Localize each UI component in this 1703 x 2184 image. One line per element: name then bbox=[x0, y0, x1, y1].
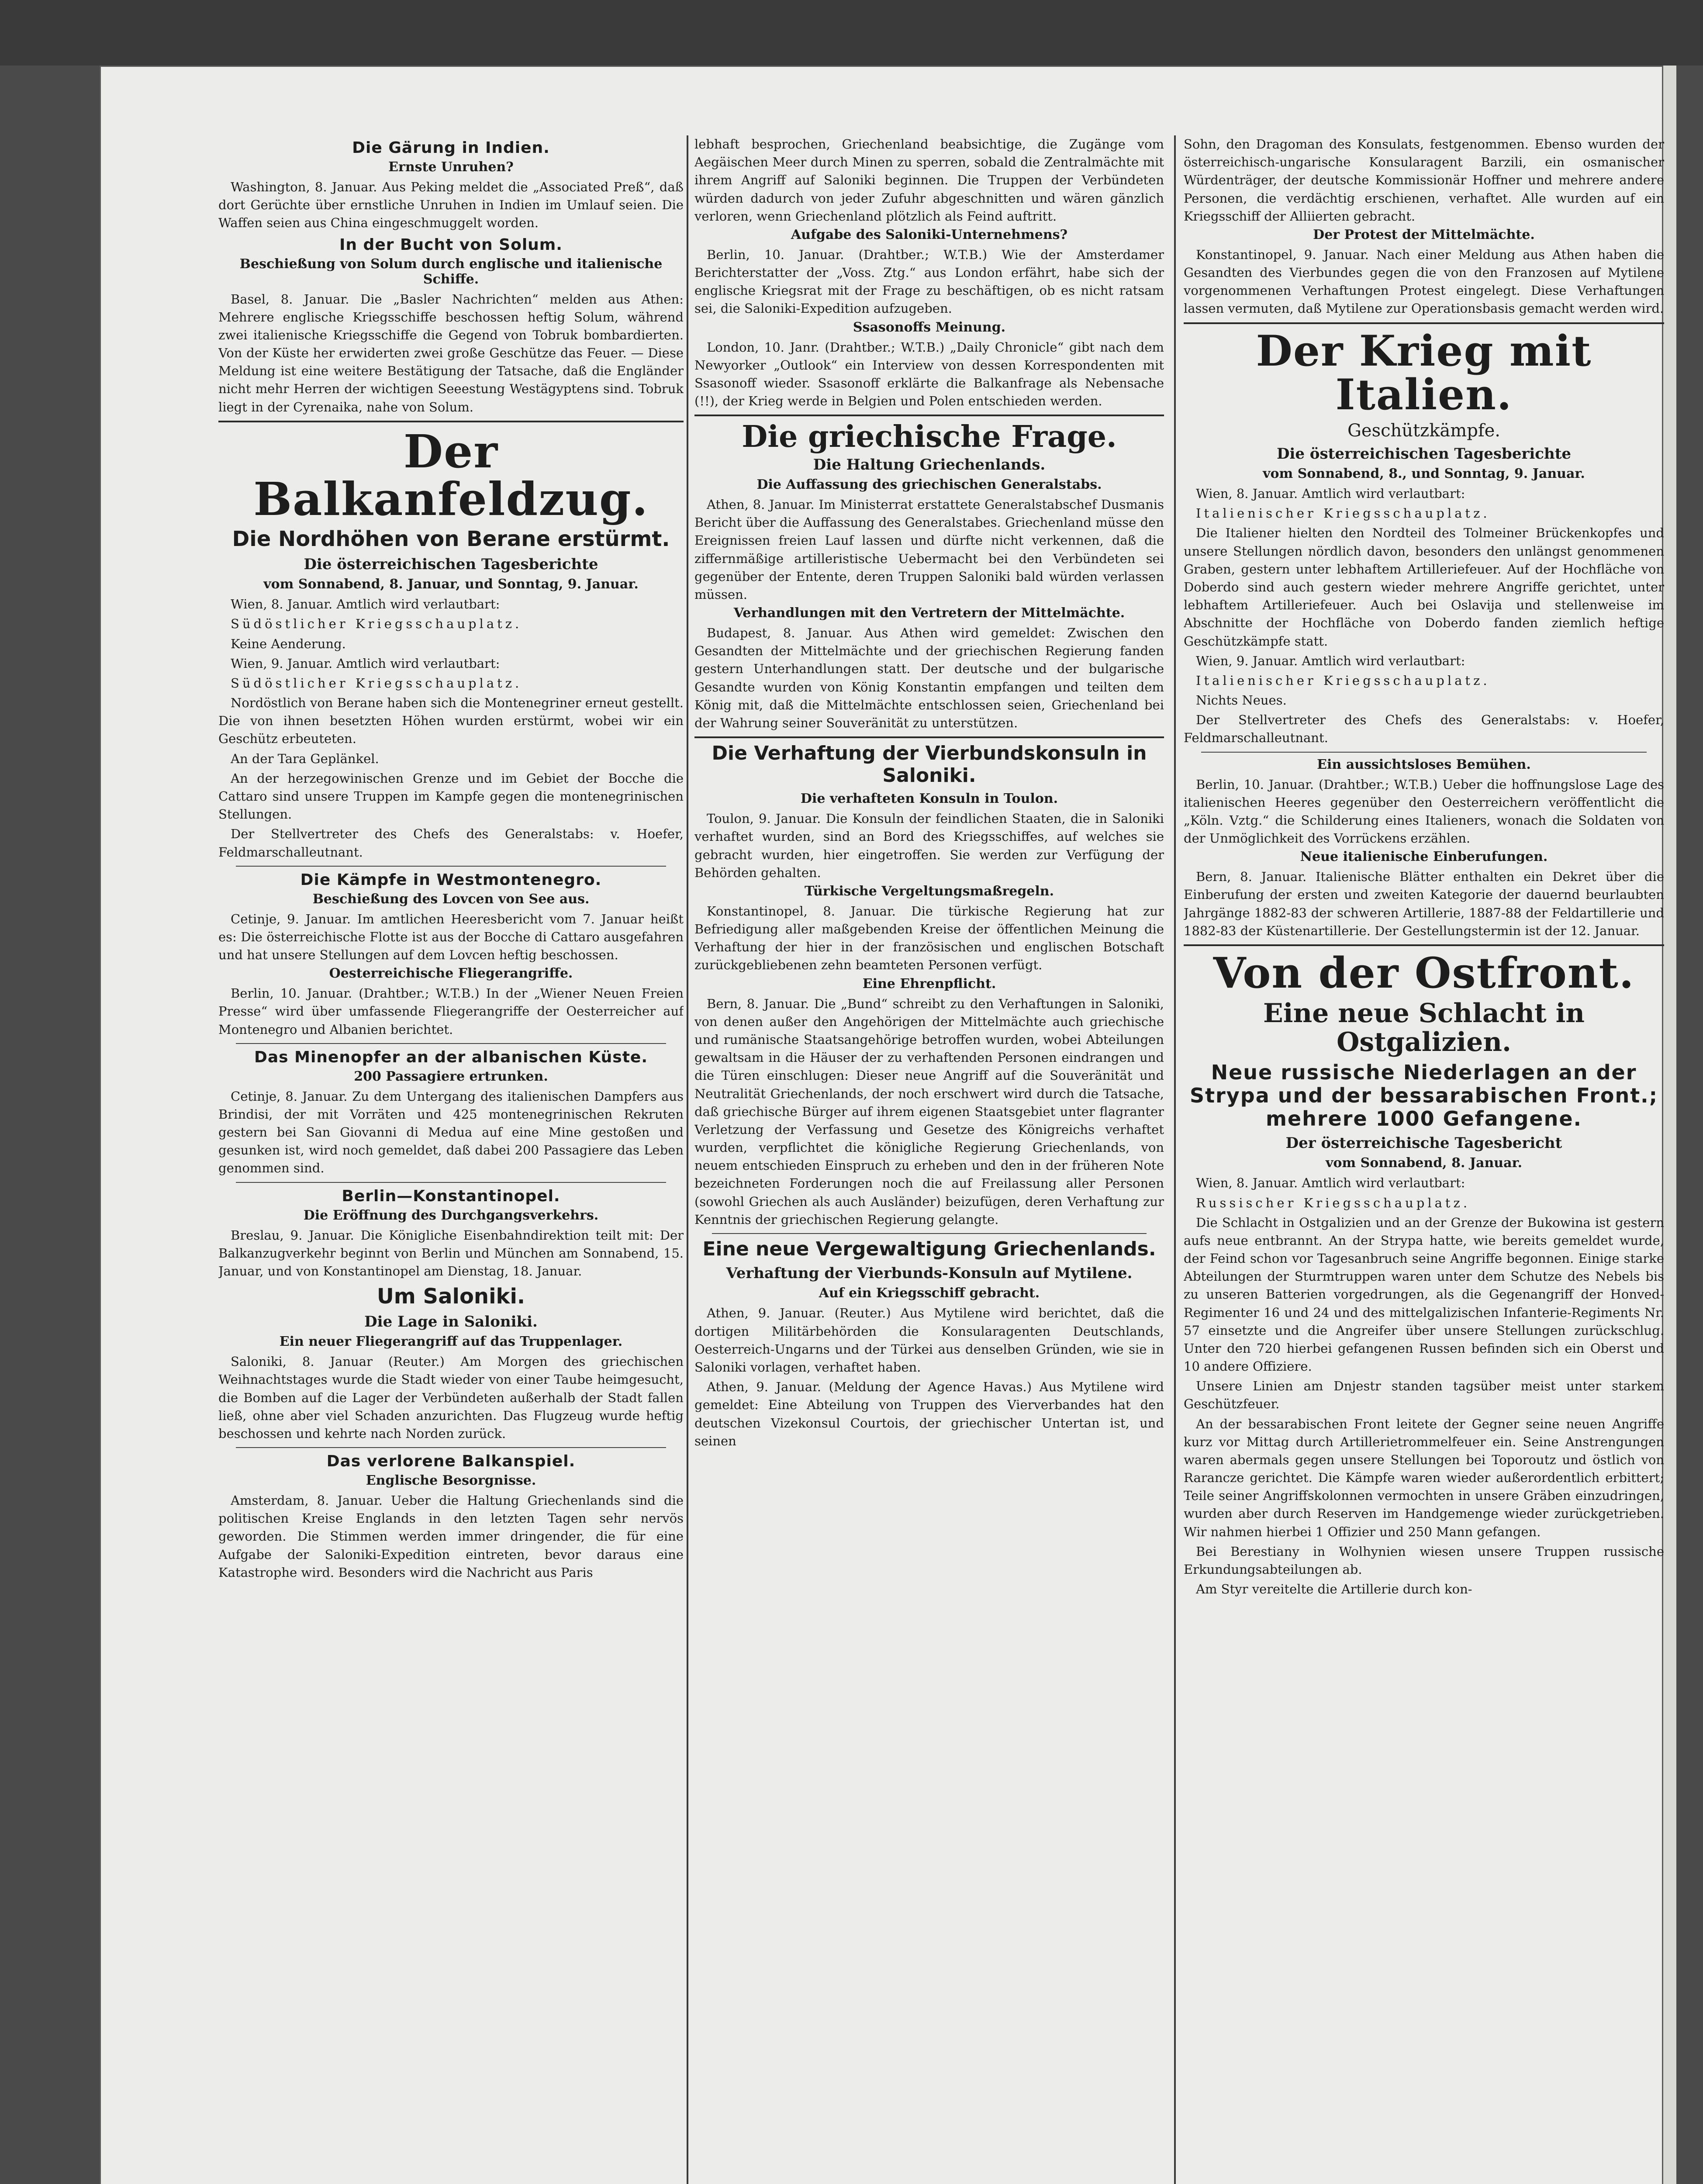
article-text: Washington, 8. Januar. Aus Peking meldet die „Associated Preß“, daß dort Gerüchte über ernstliche Unruhen in Indien im Umlauf seien. Die Waffen seien aus China eingeschmuggelt worden. bbox=[218, 180, 684, 231]
subheadline: 200 Passagiere ertrunken. bbox=[354, 1068, 548, 1084]
article-text: Italienischer Kriegsschauplatz. bbox=[1196, 506, 1490, 521]
column-rule bbox=[1174, 135, 1176, 2184]
section-headline: Der Krieg mit Italien. bbox=[1256, 326, 1592, 420]
section-rule bbox=[218, 421, 684, 422]
subheadline: Der österreichische Tagesbericht bbox=[1285, 1134, 1562, 1152]
subheadline: Verhandlungen mit den Vertretern der Mittelmächte. bbox=[733, 605, 1125, 621]
divider bbox=[236, 866, 666, 867]
article-text: Berlin, 10. Januar. (Drahtber.; W.T.B.) Ueber die hoffnungslose Lage des italienischen Heeres gegenüber den Oesterreichern veröffentlicht die „Köln. Vztg.“ die Schilderung eines Italieners, wonach die Soldaten von der Unmöglichkeit des Vorrückens erzählen. bbox=[1184, 777, 1664, 846]
article-text: Wien, 9. Januar. Amtlich wird verlautbart: bbox=[1196, 653, 1465, 668]
subheadline: Ernste Unruhen? bbox=[388, 159, 514, 175]
article-text: Cetinje, 9. Januar. Im amtlichen Heeresbericht vom 7. Januar heißt es: Die österreichische Flotte ist aus der Bocche di Cattaro ausgefahren und hat unsere Stellungen auf dem Lovcen heftig beschossen. bbox=[218, 911, 684, 963]
article-text: Konstantinopel, 9. Januar. Nach einer Meldung aus Athen haben die Gesandten des Vierbundes gegen die von den Franzosen auf Mytilene vorgenommenen Verhaftungen Protest eingelegt. Diese Verhaftungen lassen vermuten, daß Mytilene zur Operationsbasis gemacht werden wird. bbox=[1184, 247, 1664, 316]
headline: Berlin—Konstantinopel. bbox=[342, 1187, 560, 1205]
subheadline: Englische Besorgnisse. bbox=[366, 1473, 536, 1489]
article-text: Wien, 8. Januar. Amtlich wird verlautbart: bbox=[231, 597, 500, 612]
subheadline: vom Sonnabend, 8. Januar. bbox=[1325, 1155, 1523, 1171]
section-rule bbox=[694, 415, 1164, 416]
article-text: Athen, 9. Januar. (Meldung der Agence Havas.) Aus Mytilene wird gemeldet: Eine Abteilung von Truppen des Vierverbandes hat den deutschen Vizekonsul Courtois, der griechischer Untertan ist, und seinen bbox=[694, 1379, 1164, 1448]
article-text: Berlin, 10. Januar. (Drahtber.; W.T.B.) In der „Wiener Neuen Freien Presse“ wird über umfassende Fliegerangriffe der Oesterreicher auf Montenegro und Albanien berichtet. bbox=[218, 986, 684, 1037]
subheadline: Geschützkämpfe. bbox=[1347, 421, 1501, 441]
article-text: Berlin, 10. Januar. (Drahtber.; W.T.B.) Wie der Amsterdamer Berichterstatter der „Voss. Ztg.“ aus London erfährt, habe sich der englische Kriegsrat mit der Frage zu beschäftigen, ob es nicht ratsam sei, die Saloniki-Expedition aufzugeben. bbox=[694, 247, 1164, 316]
section-headline: Von der Ostfront. bbox=[1213, 948, 1635, 998]
subheadline: Türkische Vergeltungsmaßregeln. bbox=[804, 883, 1054, 899]
headline: Eine neue Vergewaltigung Griechenlands. bbox=[702, 1237, 1156, 1260]
article-text: London, 10. Janr. (Drahtber.; W.T.B.) „Daily Chronicle“ gibt nach dem Newyorker „Outlook“ ein Interview von dessen Korrespondenten mit Ssasonoff wieder. Ssasonoff erklärte die Balkanfrage als Nebensache (!!), der Krieg werde in Belgien und Polen entschieden werden. bbox=[694, 339, 1164, 409]
subheadline: Die verhafteten Konsuln in Toulon. bbox=[800, 791, 1058, 807]
article-text: Wien, 8. Januar. Amtlich wird verlautbart: bbox=[1196, 486, 1465, 501]
article-text: An der Tara Geplänkel. bbox=[231, 751, 379, 766]
headline: Das Minenopfer an der albanischen Küste. bbox=[254, 1048, 648, 1066]
page-edge bbox=[1663, 66, 1676, 2184]
subheadline: Ein neuer Fliegerangriff auf das Truppenlager. bbox=[279, 1334, 623, 1350]
column-3 bbox=[1184, 135, 1664, 2184]
section-headline: Der Balkanfeldzug. bbox=[253, 424, 649, 526]
article-text: Südöstlicher Kriegsschauplatz. bbox=[231, 616, 522, 632]
subheadline: Auf ein Kriegsschiff gebracht. bbox=[819, 1286, 1040, 1301]
subheadline: Beschießung von Solum durch englische und italienische Schiffe. bbox=[239, 256, 663, 287]
article-text: Am Styr vereitelte die Artillerie durch kon- bbox=[1196, 1582, 1472, 1597]
section-rule bbox=[1184, 322, 1664, 324]
column-1 bbox=[218, 135, 684, 2184]
article-text: Die Schlacht in Ostgalizien und an der Grenze der Bukowina ist gestern aufs neue entbrannt. An der Strypa hatte, wie bereits gemeldet wurde, der Feind schon vor Tagesanbruch seine Angriffe begonnen. Einige starke Abteilungen der Sturmtruppen waren unter dem Schutze des Nebels bis zu unseren Batterien vorgedrungen, als die Gegenangriff der Honved-Regimenter 16 und 24 und des mittelgalizischen Infanterie-Regiments Nr. 57 einsetzte und die Angreifer über unsere Stellungen zurückschlug. Unter den 720 hierbei gefangenen Russen befinden sich ein Oberst und 10 andere Offiziere. bbox=[1184, 1215, 1664, 1374]
section-headline: Die griechische Frage. bbox=[742, 419, 1117, 455]
headline: Um Saloniki. bbox=[377, 1284, 525, 1309]
headline: Eine neue Schlacht in Ostgalizien. bbox=[1263, 998, 1585, 1057]
headline: In der Bucht von Solum. bbox=[339, 235, 563, 254]
article-text: lebhaft besprochen, Griechenland beabsichtige, die Zugänge vom Aegäischen Meer durch Minen zu sperren, sobald die Zentralmächte mit ihrem Angriff auf Saloniki beginnen. Die Truppen der Verbündeten würden dadurch von jeder Zufuhr abgeschnitten und wären gänzlich verloren, wenn Griechenland plötzlich als Feind auftritt. bbox=[694, 137, 1164, 224]
article-text: Südöstlicher Kriegsschauplatz. bbox=[231, 675, 522, 691]
headline: Das verlorene Balkanspiel. bbox=[326, 1452, 576, 1471]
subheadline: Die Lage in Saloniki. bbox=[364, 1313, 538, 1331]
subheadline: vom Sonnabend, 8., und Sonntag, 9. Januar. bbox=[1263, 466, 1585, 482]
subheadline: Aufgabe des Saloniki-Unternehmens? bbox=[791, 227, 1068, 242]
article-text: Konstantinopel, 8. Januar. Die türkische Regierung hat zur Befriedigung aller maßgebenden Kreise der öffentlichen Meinung die Verhaftung der hier in der französischen und englischen Botschaft zurückgebliebenen zehn beamteten Personen verfügt. bbox=[694, 903, 1164, 973]
article-text: Italienischer Kriegsschauplatz. bbox=[1196, 673, 1490, 688]
headline: Die Kämpfe in Westmontenegro. bbox=[300, 871, 602, 889]
divider bbox=[236, 1182, 666, 1183]
article-text: Der Stellvertreter des Chefs des Generalstabs: v. Hoefer, Feldmarschalleutnant. bbox=[218, 826, 684, 860]
subheadline: Ssasonoffs Meinung. bbox=[853, 319, 1006, 335]
headline: Neue russische Niederlagen an der Strypa und der bessarabischen Front.; mehrere 1000 Gefangene. bbox=[1189, 1060, 1658, 1130]
article-text: Wien, 9. Januar. Amtlich wird verlautbart: bbox=[231, 656, 500, 671]
article-text: Bei Berestiany in Wolhynien wiesen unsere Truppen russische Erkundungsabteilungen ab. bbox=[1184, 1544, 1664, 1577]
headline: Die Verhaftung der Vierbundskonsuln in Saloniki. bbox=[712, 742, 1147, 787]
subheadline: Oesterreichische Fliegerangriffe. bbox=[329, 966, 573, 981]
article-text: Budapest, 8. Januar. Aus Athen wird gemeldet: Zwischen den Gesandten der Mittelmächte und der griechischen Regierung fanden gestern Unterhandlungen statt. Der deutsche und der bulgarische Gesandte wurden von König Konstantin empfangen und teilten dem König mit, daß die Mittelmächte entschlossen seien, Griechenland bei der Wahrung seiner Souveränität zu unterstützen. bbox=[694, 625, 1164, 730]
article-text: Wien, 8. Januar. Amtlich wird verlautbart: bbox=[1196, 1175, 1465, 1191]
article-text: An der herzegowinischen Grenze und im Gebiet der Bocche die Cattaro sind unsere Truppen im Kampfe gegen die montenegrinischen Stellungen. bbox=[218, 771, 684, 822]
divider bbox=[1201, 752, 1647, 753]
subheadline: Die österreichischen Tagesberichte bbox=[1276, 445, 1572, 463]
article-text: Saloniki, 8. Januar (Reuter.) Am Morgen des griechischen Weihnachtstages wurde die Stadt wieder von einer Taube heimgesucht, die Bomben auf die Lager der Verbündeten außerhalb der Stadt fallen ließ, ohne aber viel Schaden anzurichten. Das Flugzeug wurde heftig beschossen und kehrte nach Norden zurück. bbox=[218, 1354, 684, 1441]
article-text: Sohn, den Dragoman des Konsulats, festgenommen. Ebenso wurden der österreichisch-ungarische Konsularagent Barzili, ein osmanischer Würdenträger, der deutsche Kommissionär Hoffner und mehrere andere Personen, die verdächtig erschienen, verhaftet. Alle wurden auf ein Kriegsschiff der Alliierten gebracht. bbox=[1184, 137, 1664, 224]
article-text: Basel, 8. Januar. Die „Basler Nachrichten“ melden aus Athen: Mehrere englische Kriegsschiffe beschossen heftig Solum, während zwei italienische Kriegsschiffe die Gegend von Tobruk bombardierten. Von der Küste her erwiderten zwei große Geschütze das Feuer. — Diese Meldung ist eine weitere Bestätigung der Tatsache, daß die Engländer nicht mehr Herren der wichtigen Seeestung Westägyptens sind. Tobruk liegt in der Cyrenaika, nahe von Solum. bbox=[218, 291, 684, 415]
article-text: Toulon, 9. Januar. Die Konsuln der feindlichen Staaten, die in Saloniki verhaftet wurden, sind an Bord des Kriegsschiffes, auf welches sie gebracht wurden, hier eingetroffen. Sie werden zur Verfügung der Behörden gehalten. bbox=[694, 811, 1164, 880]
headline: Die Gärung in Indien. bbox=[352, 139, 550, 157]
section-rule bbox=[694, 736, 1164, 738]
subheadline: Neue italienische Einberufungen. bbox=[1300, 849, 1548, 865]
article-text: Amsterdam, 8. Januar. Ueber die Haltung Griechenlands sind die politischen Kreise Englands in den letzten Tagen sehr nervös geworden. Die Stimmen werden immer dringender, die für eine Aufgabe der Saloniki-Expedition eintreten, bevor daraus eine Katastrophe wird. Besonders wird die Nachricht aus Paris bbox=[218, 1493, 684, 1580]
subheadline: Die Haltung Griechenlands. bbox=[813, 456, 1046, 474]
article-text: Unsere Linien am Dnjestr standen tagsüber meist unter starkem Geschützfeuer. bbox=[1184, 1379, 1664, 1412]
article-text: Cetinje, 8. Januar. Zu dem Untergang des italienischen Dampfers aus Brindisi, der mit Vorräten und 425 montenegrinischen Rekruten gestern bei San Giovanni di Medua auf eine Mine gestoßen und gesunken ist, wird noch gemeldet, daß dabei 200 Passagiere das Leben genommen sind. bbox=[218, 1089, 684, 1176]
column-2 bbox=[694, 135, 1164, 2184]
subheadline: Der Protest der Mittelmächte. bbox=[1313, 227, 1535, 242]
section-rule bbox=[1184, 944, 1664, 946]
divider bbox=[236, 1043, 666, 1044]
article-text: Keine Aenderung. bbox=[231, 636, 346, 651]
subheadline: Eine Ehrenpflicht. bbox=[862, 976, 996, 992]
article-text: Nordöstlich von Berane haben sich die Montenegriner erneut gestellt. Die von ihnen besetzten Höhen wurden erstürmt, wobei wir ein Geschütz erbeuteten. bbox=[218, 695, 684, 746]
headline: Die Nordhöhen von Berane erstürmt. bbox=[232, 527, 670, 552]
article-text: Nichts Neues. bbox=[1196, 693, 1287, 708]
divider bbox=[236, 1447, 666, 1448]
article-text: Bern, 8. Januar. Italienische Blätter enthalten ein Dekret über die Einberufung der ersten und zweiten Kategorie der dauernd beurlaubten Jahrgänge 1882-83 der schweren Artillerie, 1887-88 der Feldartillerie und 1882-83 der Küstenartillerie. Der Gestellungstermin ist der 12. Januar. bbox=[1184, 869, 1664, 938]
subheadline: Verhaftung der Vierbunds-Konsuln auf Mytilene. bbox=[726, 1265, 1133, 1282]
article-text: Bern, 8. Januar. Die „Bund“ schreibt zu den Verhaftungen in Saloniki, von denen außer den Angehörigen der Mittelmächte auch griechische und rumänische Staatsangehörige betroffen wurden, wobei Abteilungen gewaltsam in die Häuser der zu verhaftenden Personen eindrangen und die Türen einschlugen: Dieser neue Angriff auf die Souveränität und Neutralität Griechenlands, der noch erschwert wird durch die Tatsache, daß griechische Bürger auf ihrem eigenen Staatsgebiet unter flagranter Verletzung der Verfassung und Gesetze des Königreichs verhaftet wurden, verpflichtet die königliche Regierung Griechenlands, von neuem entschieden Einspruch zu erheben und den in der früheren Note bezeichneten Forderungen noch die auf Freilassung aller Personen (sowohl Griechen als auch Ausländer) beizufügen, deren Verhaftung zur Kenntnis der griechischen Regierung gelangte. bbox=[694, 996, 1164, 1227]
subheadline: Die Auffassung des griechischen Generalstabs. bbox=[757, 477, 1102, 493]
subheadline: vom Sonnabend, 8. Januar, und Sonntag, 9. Januar. bbox=[263, 577, 639, 592]
subheadline: Ein aussichtsloses Bemühen. bbox=[1317, 757, 1531, 772]
article-text: Russischer Kriegsschauplatz. bbox=[1196, 1195, 1471, 1210]
subheadline: Beschießung des Lovcen von See aus. bbox=[312, 891, 590, 907]
article-text: Athen, 9. Januar. (Reuter.) Aus Mytilene wird berichtet, daß die dortigen Militärbehörden die Konsularagenten Deutschlands, Oesterreich-Ungarns und der Türkei aus denselben Gründen, wie sie in Saloniki vorlagen, verhaftet haben. bbox=[694, 1306, 1164, 1375]
scan-background-top bbox=[0, 0, 1703, 66]
article-text: Athen, 8. Januar. Im Ministerrat erstattete Generalstabschef Dusmanis Bericht über die Auffassung des Generalstabes. Griechenland müsse den Ereignissen freien Lauf lassen und dürfte nicht verkennen, daß die ziffernmäßige artilleristische Uebermacht bei den Verbündeten sei gegenüber der Entente, deren Truppen Saloniki bald würden verlassen müssen. bbox=[694, 497, 1164, 602]
column-rule bbox=[687, 135, 688, 2184]
divider bbox=[712, 1233, 1147, 1234]
article-text: Breslau, 9. Januar. Die Königliche Eisenbahndirektion teilt mit: Der Balkanzugverkehr beginnt von Berlin und München am Sonnabend, 15. Januar, und von Konstantinopel am Dienstag, 18. Januar. bbox=[218, 1227, 684, 1279]
subheadline: Die Eröffnung des Durchgangsverkehrs. bbox=[303, 1207, 599, 1223]
article-text: Die Italiener hielten den Nordteil des Tolmeiner Brückenkopfes und unsere Stellungen nördlich davon, besonders den unlängst genommenen Graben, gestern unter lebhaftem Artilleriefeuer. Auf der Hochfläche von Doberdo sind auch gestern wieder mehrere Angriffe gerichtet, unter lebhaftem Artilleriefeuer. Auch bei Oslavija und stellenweise im Abschnitte der Hochfläche von Doberdo fanden ziemlich heftige Geschützkämpfe statt. bbox=[1184, 525, 1664, 649]
subheadline: Die österreichischen Tagesberichte bbox=[304, 556, 598, 574]
article-text: An der bessarabischen Front leitete der Gegner seine neuen Angriffe kurz vor Mittag durch Artillerietrommelfeuer ein. Seine Anstrengungen waren abermals gegen unsere Stellungen bei Toporoutz und östlich von Rarancze gerichtet. Die Kämpfe waren wieder außerordentlich erbittert; Teile seiner Angriffskolonnen vermochten in unsere Gräben einzudringen, wurden aber durch Reserven im Handgemenge wieder zurückgetrieben. Wir nahmen hierbei 1 Offizier und 250 Mann gefangen. bbox=[1184, 1416, 1664, 1539]
article-text: Der Stellvertreter des Chefs des Generalstabs: v. Hoefer, Feldmarschalleutnant. bbox=[1184, 712, 1664, 746]
